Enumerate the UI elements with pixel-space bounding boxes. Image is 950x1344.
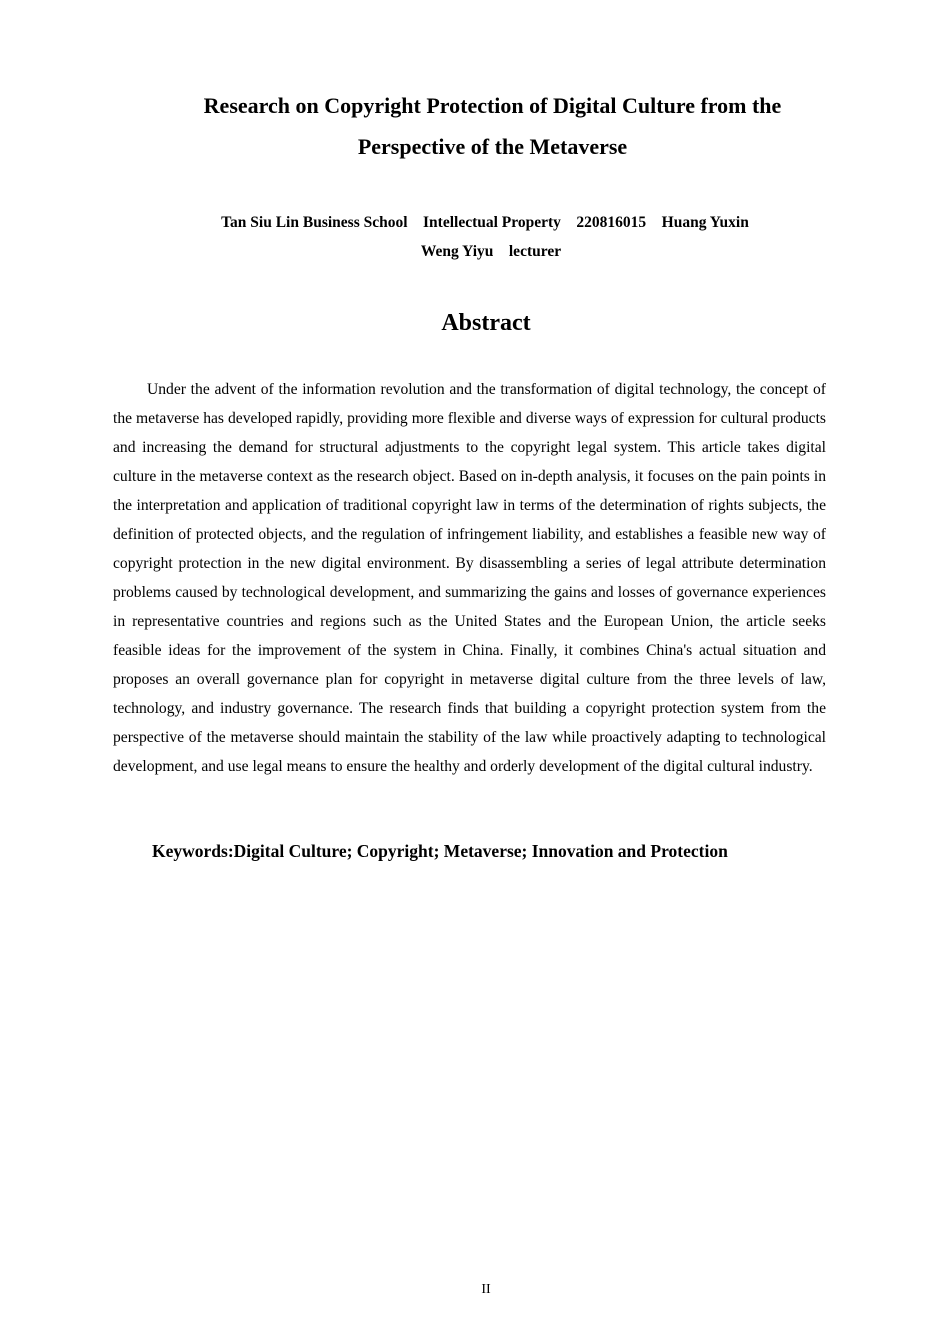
keywords-line: Keywords:Digital Culture; Copyright; Metaverse; Innovation and Protection (152, 841, 728, 861)
paper-title: Research on Copyright Protection of Digital Culture from the Perspective of the Metaverse (203, 93, 782, 159)
abstract-heading: Abstract (441, 310, 531, 336)
author-affiliation-line: Tan Siu Lin Business School Intellectual Property 220816015 Huang Yuxin (221, 214, 749, 231)
advisor-line: Weng Yiyu lecturer (420, 243, 562, 260)
page-number: II (481, 1282, 491, 1297)
abstract-body: Under the advent of the information revolution and the transformation of digital technology, the concept of the metaverse has developed rapidly, providing more flexible and diverse ways of expression for cultural products and increasing the demand for structural adjustments to the copyright legal system. This article takes digital culture in the metaverse context as the research object. Based on in-depth analysis, it focuses on the pain points in the interpretation and application of traditional copyright law in terms of the determination of rights subjects, the definition of protected objects, and the regulation of infringement liability, and establishes a feasible new way of copyright protection in the new digital environment. By disassembling a series of legal attribute determination problems caused by technological development, and summarizing the gains and losses of governance experiences in representative countries and regions such as the United States and the European Union, the article seeks feasible ideas for the improvement of the system in China. Finally, it combines China's actual situation and proposes an overall governance plan for copyright in metaverse digital culture from the three levels of law, technology, and industry governance. The research finds that building a copyright protection system from the perspective of the metaverse should maintain the stability of the law while proactively adapting to technological development, and use legal means to ensure the healthy and orderly development of the digital cultural industry. (113, 381, 826, 775)
